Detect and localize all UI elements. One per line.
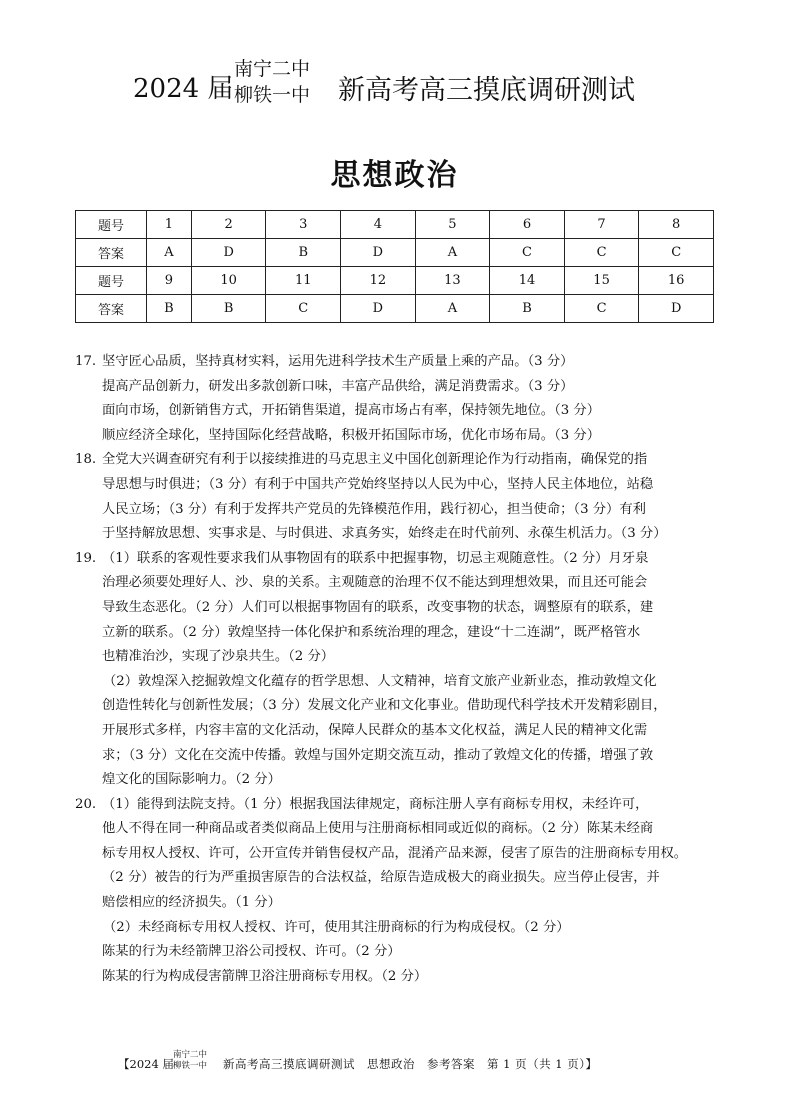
answer-cell: A [147, 239, 192, 267]
answer-cell: B [490, 295, 565, 323]
school-name-1: 南宁二中 [234, 58, 311, 80]
question-number-cell: 16 [639, 267, 714, 295]
footer-year: 【2024 届 [118, 1057, 174, 1071]
question-17 [75, 350, 720, 448]
question-number-cell: 6 [490, 211, 565, 239]
question-number-cell: 9 [147, 267, 192, 295]
question-number: 18. [75, 452, 97, 468]
question-20 [75, 793, 720, 990]
answer-line: 他人不得在同一种商品或者类似商品上使用与注册商标相同或近似的商标。（2 分）陈某未经商 [102, 821, 654, 837]
answer-cell: D [191, 239, 266, 267]
footer-school-names [173, 1050, 207, 1072]
question-number-cell: 4 [341, 211, 416, 239]
answer-cell: B [266, 239, 341, 267]
question-number-cell: 2 [191, 211, 266, 239]
answer-cell: C [564, 239, 639, 267]
answer-line: 导思想与时俱进；（3 分）有利于中国共产党始终坚持以人民为中心，坚持人民主体地位，站稳 [102, 476, 654, 492]
answer-cell: D [341, 239, 416, 267]
row-label: 题号 [76, 267, 147, 295]
question-number-cell: 11 [266, 267, 341, 295]
question-number-cell: 14 [490, 267, 565, 295]
answer-line: 陈某的行为未经箭牌卫浴公司授权、许可。（2 分） [102, 944, 401, 960]
answer-line: 赔偿相应的经济损失。（1 分） [102, 895, 281, 911]
answer-cell: C [490, 239, 565, 267]
school-names [234, 56, 310, 108]
answer-line: 治理必须要处理好人、沙、泉的关系。主观随意的治理不仅不能达到理想效果，而且还可能会 [102, 575, 648, 591]
row-label: 答案 [76, 239, 147, 267]
page-footer [118, 1048, 678, 1078]
table-row [76, 211, 714, 239]
footer-school-1: 南宁二中 [173, 1050, 208, 1060]
answer-line: 提高产品创新力，研发出多款创新口味，丰富产品供给，满足消费需求。（3 分） [102, 378, 574, 394]
answer-cell: A [415, 239, 490, 267]
footer-school-2: 柳铁一中 [173, 1061, 208, 1071]
answer-cell: D [639, 295, 714, 323]
question-number-cell: 12 [341, 267, 416, 295]
question-number-cell: 15 [564, 267, 639, 295]
question-19 [75, 547, 720, 793]
answer-cell: D [341, 295, 416, 323]
answer-line: （2）敦煌深入挖掘敦煌文化蕴存的哲学思想、人文精神，培育文旅产业新业态，推动敦煌文化 [103, 673, 657, 689]
question-number: 20. [75, 796, 97, 812]
answer-line: 标专用权人授权、许可，公开宣传并销售侵权产品，混淆产品来源，侵害了原告的注册商标专用权。 [102, 845, 688, 861]
answer-line: 顺应经济全球化，坚持国际化经营战略，积极开拓国际市场，优化市场布局。（3 分） [102, 427, 601, 443]
answer-line: （2 分）被告的行为严重损害原告的合法权益，给原告造成极大的商业损失。应当停止侵害，并 [102, 870, 660, 886]
exam-year: 2024 届 [133, 74, 234, 104]
row-label: 答案 [76, 295, 147, 323]
subject-title: 思想政治 [330, 158, 459, 193]
exam-header [0, 50, 789, 120]
answer-cell: A [415, 295, 490, 323]
answer-line: 开展形式多样，内容丰富的文化活动，保障人民群众的基本文化权益，满足人民的精神文化需 [102, 722, 648, 738]
question-number-cell: 3 [266, 211, 341, 239]
question-18 [75, 448, 720, 546]
row-label: 题号 [76, 211, 147, 239]
question-number-cell: 1 [147, 211, 192, 239]
table-row [76, 239, 714, 267]
answer-cell: B [147, 295, 192, 323]
answer-line: 也精准治沙，实现了沙泉共生。（2 分） [102, 649, 335, 665]
answer-table [75, 210, 714, 323]
answer-line: （2）未经商标专用权人授权、许可，使用其注册商标的行为构成侵权。（2 分） [103, 919, 570, 935]
question-number-cell: 8 [639, 211, 714, 239]
answer-line: 立新的联系。（2 分）敦煌坚持一体化保护和系统治理的理念，建设“十二连湖”，既严格管水 [102, 624, 641, 640]
answer-line: 全党大兴调查研究有利于以接续推进的马克思主义中国化创新理论作为行动指南，确保党的指 [102, 452, 648, 468]
question-number-cell: 5 [415, 211, 490, 239]
answer-line: （1）联系的客观性要求我们从事物固有的联系中把握事物，切忌主观随意性。（2 分）月牙泉 [102, 550, 649, 566]
question-number: 19. [75, 550, 97, 566]
footer-text: 新高考高三摸底调研测试 思想政治 参考答案 第 1 页（共 1 页）】 [223, 1057, 598, 1071]
exam-title: 新高考高三摸底调研测试 [338, 75, 635, 106]
question-number: 17. [75, 354, 97, 369]
answer-line: 坚守匠心品质，坚持真材实料，运用先进科学技术生产质量上乘的产品。（3 分） [102, 354, 574, 369]
answer-line: 面向市场，创新销售方式，开拓销售渠道，提高市场占有率，保持领先地位。（3 分） [102, 403, 601, 419]
question-number-cell: 7 [564, 211, 639, 239]
answer-line: 于坚持解放思想、实事求是、与时俱进、求真务实，始终走在时代前列、永葆生机活力。（3 分） [102, 526, 667, 542]
answer-line: 创造性转化与创新性发展；（3 分）发展文化产业和文化事业。借助现代科学技术开发精彩剧目， [102, 698, 667, 714]
answer-line: 煌文化的国际影响力。（2 分） [102, 772, 281, 788]
answer-cell: C [266, 295, 341, 323]
table-row [76, 267, 714, 295]
question-number-cell: 13 [415, 267, 490, 295]
answer-cell: B [191, 295, 266, 323]
answer-content [75, 350, 720, 989]
answer-line: 求；（3 分）文化在交流中传播。敦煌与国外定期交流互动，推动了敦煌文化的传播，增强了敦 [102, 747, 654, 763]
answer-line: （1）能得到法院支持。（1 分）根据我国法律规定，商标注册人享有商标专用权，未经许可， [102, 796, 649, 812]
answer-line: 人民立场；（3 分）有利于发挥共产党员的先锋模范作用，践行初心，担当使命；（3 分）有利 [102, 501, 646, 517]
answer-cell: C [639, 239, 714, 267]
school-name-2: 柳铁一中 [234, 84, 311, 106]
answer-line: 陈某的行为构成侵害箭牌卫浴注册商标专用权。（2 分） [102, 968, 428, 984]
question-number-cell: 10 [191, 267, 266, 295]
answer-line: 导致生态恶化。（2 分）人们可以根据事物固有的联系，改变事物的状态，调整原有的联系，建 [102, 599, 654, 615]
table-row [76, 295, 714, 323]
answer-cell: C [564, 295, 639, 323]
